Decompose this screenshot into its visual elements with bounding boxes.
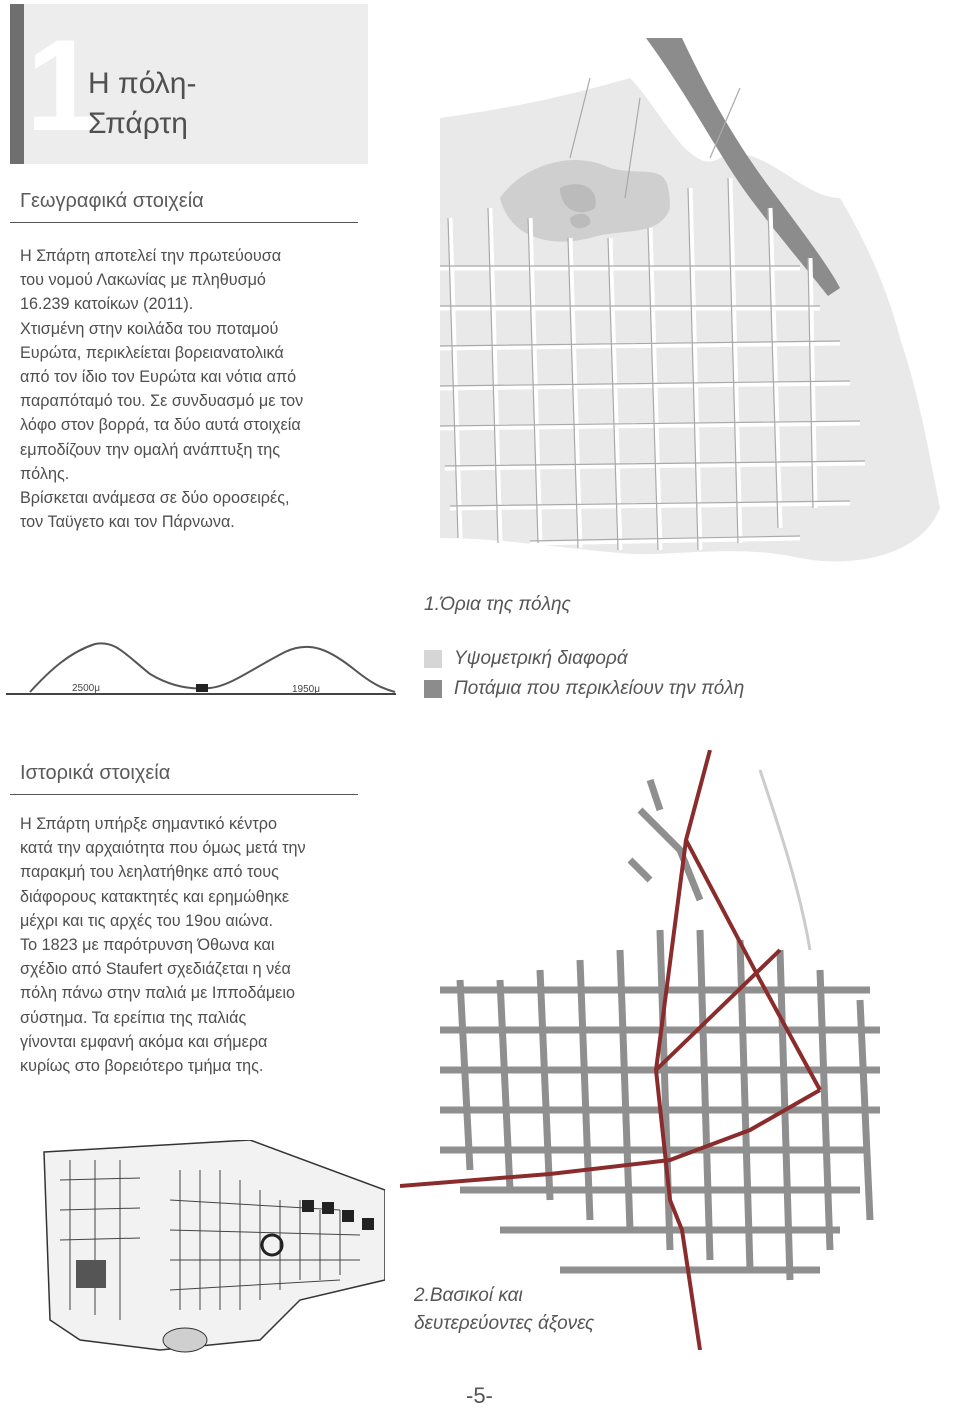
figure1-caption: 1.Όρια της πόλης [424,594,571,615]
axis-east-west [400,1090,820,1186]
legend-label-elevation: Υψομετρική διαφορά [454,648,628,669]
geography-line: Ευρώτα, περικλείεται βορειανατολικά [20,343,284,362]
figure2-caption [414,1282,594,1338]
history-line: σχέδιο από Staufert σχεδιάζεται η νέα [20,960,291,979]
axis-diagonal [656,950,780,1070]
axes-map [400,750,960,1350]
geography-line: τον Ταϋγετο και τον Πάρνωνα. [20,513,235,532]
hill-area [440,78,940,561]
history-line: διάφορους κατακτητές και ερημώθηκε [20,887,290,906]
page-number: -5- [466,1383,493,1408]
geography-line: λόφο στον βορρά, τα δύο αυτά στοιχεία [20,416,301,435]
geography-line: 16.239 κατοίκων (2011). [20,295,194,314]
chapter-title [88,64,328,144]
geography-rule [10,222,358,223]
geography-line: παραπόταμό του. Σε συνδυασμό με τον [20,392,304,411]
history-line: Η Σπάρτη υπήρξε σημαντικό κέντρο [20,815,277,833]
river-line [760,770,810,950]
elevation-profile [0,630,400,700]
history-line: σύστημα. Τα ερείπια της παλιάς [20,1008,247,1027]
history-line: Το 1823 με παρότρυνση Όθωνα και [20,936,275,955]
history-line: κατά την αρχαιότητα που όμως μετά την [20,839,306,858]
geography-line: Η Σπάρτη αποτελεί την πρωτεύουσα [20,247,282,265]
legend-swatch-rivers [424,680,442,698]
history-line: παρακμή του λεηλατήθηκε από τους [20,863,279,882]
history-text [20,812,354,1078]
figure2-caption-line1: 2.Βασικοί και [414,1285,523,1306]
figure2-caption-line2: δευτερεύοντες άξονες [414,1313,595,1334]
geography-line: από τον ίδιο τον Ευρώτα και νότια από [20,368,297,387]
chapter-title-line1: Η πόλη- [88,67,197,100]
geography-line: Χτισμένη στην κοιλάδα του ποταμού [20,319,279,338]
legend-label-rivers: Ποτάμια που περικλείουν την πόλη [454,678,745,699]
geography-line: του νομού Λακωνίας με πληθυσμό [20,271,266,290]
history-line: κυρίως στο βορειότερο τμήμα της. [20,1057,264,1076]
profile-label-right: 1950μ [292,684,321,695]
chapter-accent-bar [10,4,24,164]
history-heading: Ιστορικά στοιχεία [20,762,171,784]
geography-line: Βρίσκεται ανάμεσα σε δύο οροσειρές, [20,489,290,508]
profile-label-left: 2500μ [72,683,101,694]
geography-text [20,244,354,534]
history-line: πόλη πάνω στην παλιά με Ιπποδάμειο [20,984,295,1003]
history-line: γίνονται εμφανή ακόμα και σήμερα [20,1032,268,1051]
legend-swatch-elevation [424,650,442,668]
city-limits-map [420,38,960,588]
plan-theatre [163,1328,207,1352]
historic-plan [40,1140,385,1365]
geography-line: πόλης. [20,464,70,483]
history-rule [10,794,358,795]
history-line: μέχρι και τις αρχές του 19ου αιώνα. [20,911,273,930]
city-marker [196,684,208,692]
geography-heading: Γεωγραφικά στοιχεία [20,190,204,212]
legend-item-rivers [424,678,744,700]
plan-building [76,1260,106,1288]
legend-item-elevation [424,648,628,670]
geography-line: εμποδίζουν την ομαλή ανάπτυξη της [20,440,281,459]
chapter-title-line2: Σπάρτη [88,107,188,140]
chapter-number: 1 [26,12,93,158]
